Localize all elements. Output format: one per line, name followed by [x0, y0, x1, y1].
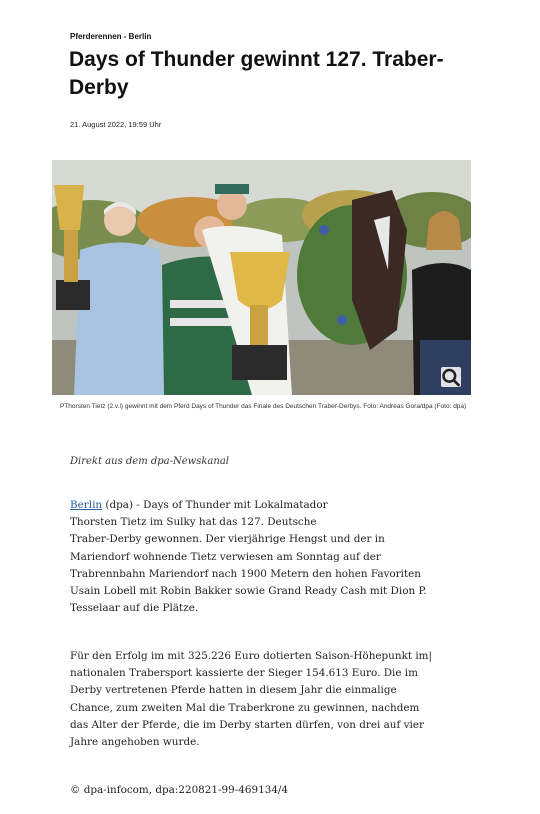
article-date: 21. August 2022, 19:59 Uhr: [70, 120, 162, 129]
copyright-line: © dpa-infocom, dpa:220821-99-469134/4: [70, 784, 289, 796]
photo-caption: PThorsten Tietz (2.v.l) gewinnt mit dem Pferd Days of Thunder das Finale des Deutschen Traber-Derbys. Foto: Andreas Gora/dpa (Foto: dpa): [60, 403, 467, 410]
location-link[interactable]: Berlin: [70, 499, 103, 511]
paragraph-line: Derby vertretenen Pferde hatten in diesem Jahr die einmalige: [70, 684, 397, 697]
paragraph-line: Usain Lobell mit Robin Bakker sowie Grand Ready Cash mit Dion P.: [70, 585, 427, 598]
article-photo[interactable]: [52, 160, 471, 395]
source-note: Direkt aus dem dpa-Newskanal: [70, 456, 229, 467]
paragraph-line: Chance, zum zweiten Mal die Traberkrone zu gewinnen, nachdem: [70, 701, 420, 714]
paragraph-line: Mariendorf wohnende Tietz verwiesen am Sonntag auf der: [70, 550, 381, 563]
zoom-button[interactable]: [441, 367, 461, 387]
article-kicker: Pferderennen - Berlin: [70, 32, 152, 41]
article-headline: Days of Thunder gewinnt 127. Traber-Derby: [69, 48, 444, 99]
paragraph-line: [70, 497, 470, 514]
photo-scene: [52, 160, 471, 395]
paragraph-2: [70, 648, 470, 751]
paragraph-line: Trabrennbahn Mariendorf nach 1900 Metern den hohen Favoriten: [70, 567, 421, 580]
paragraph-line: das Alter der Pferde, die im Derby starten dürfen, von drei auf vier: [70, 718, 424, 731]
paragraph-line: Traber-Derby gewonnen. Der vierjährige Hengst und der in: [70, 533, 385, 546]
paragraph-line: Tesselaar auf die Plätze.: [70, 602, 199, 615]
paragraph-line: Für den Erfolg im mit 325.226 Euro dotierten Saison-Höhepunkt im|: [70, 650, 433, 662]
magnifier-icon: [441, 260, 461, 396]
paragraph-text: (dpa) - Days of Thunder mit Lokalmatador: [102, 499, 328, 511]
paragraph-1: [70, 497, 470, 617]
paragraph-line: Thorsten Tietz im Sulky hat das 127. Deutsche: [70, 516, 317, 529]
paragraph-line: Jahre angehoben wurde.: [70, 736, 200, 749]
paragraph-line: nationalen Trabersport kassierte der Sieger 154.613 Euro. Die im: [70, 667, 418, 680]
